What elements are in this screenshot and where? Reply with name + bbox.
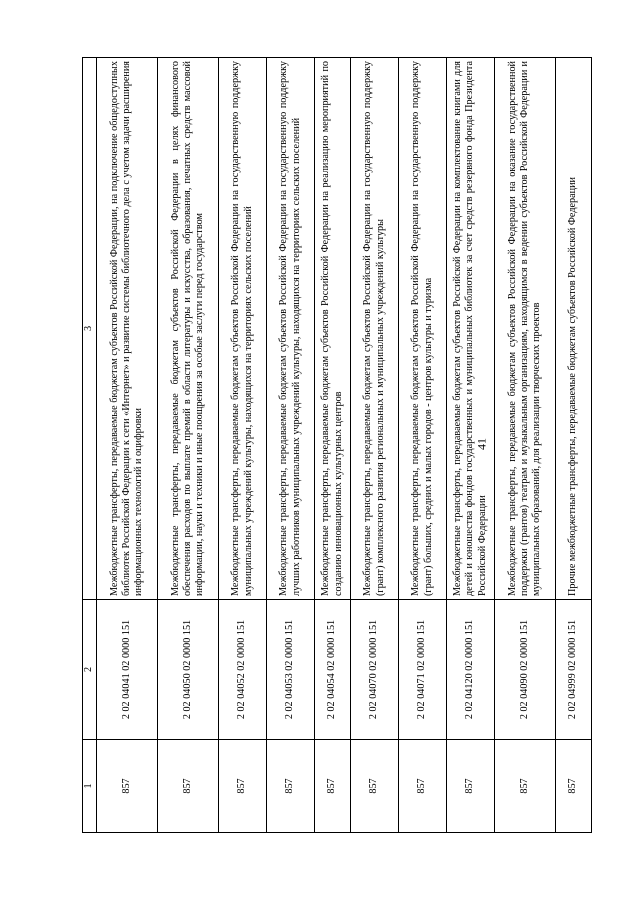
table-row <box>495 58 556 833</box>
admin-code-cell: 857 <box>219 740 267 833</box>
description-cell: Межбюджетные трансферты, передаваемые бюджетам субъектов Российской Федерации, на подключение общедоступных библиотек Российской Федерации к сети «Интернет» и развитие системы библиотечного дела с учетом задачи расширения информационных технологий и оцифровки <box>97 58 158 600</box>
table-row <box>158 58 219 833</box>
header-col-3: 3 <box>83 58 97 600</box>
admin-code-cell: 857 <box>556 740 592 833</box>
budget-code-cell: 2 02 04050 02 0000 151 <box>158 600 219 740</box>
table-row <box>219 58 267 833</box>
admin-code-cell: 857 <box>399 740 447 833</box>
description-cell: Межбюджетные трансферты, передаваемые бюджетам субъектов Российской Федерации на государственную поддержку (грант) больших, средних и малых городов - центров культуры и туризма <box>399 58 447 600</box>
description-cell: Межбюджетные трансферты, передаваемые бюджетам субъектов Российской Федерации на государственную поддержку лучших работников муниципальных учреждений культуры, находящихся на территориях сельских поселений <box>267 58 315 600</box>
page-number: 41 <box>474 438 489 450</box>
admin-code-cell: 857 <box>351 740 399 833</box>
description-cell: Межбюджетные трансферты, передаваемые бюджетам субъектов Российской Федерации на оказание государственной поддержки (грантов) театрам и музыкальным организациям, находящимся в ведении субъектов Российской Федерации и муниципальных образований, для реализации творческих проектов <box>495 58 556 600</box>
table-row <box>351 58 399 833</box>
table-row <box>315 58 351 833</box>
revenue-codes-table <box>82 57 592 833</box>
table-row <box>267 58 315 833</box>
budget-code-cell: 2 02 04090 02 0000 151 <box>495 600 556 740</box>
description-cell: Межбюджетные трансферты, передаваемые бюджетам субъектов Российской Федерации на государственную поддержку (грант) комплексного развития региональных и муниципальных учреждений культуры <box>351 58 399 600</box>
budget-code-cell: 2 02 04054 02 0000 151 <box>315 600 351 740</box>
description-cell: Межбюджетные трансферты, передаваемые бюджетам субъектов Российской Федерации на реализацию мероприятий по созданию инновационных культурных центров <box>315 58 351 600</box>
header-col-1: 1 <box>83 740 97 833</box>
budget-code-cell: 2 02 04052 02 0000 151 <box>219 600 267 740</box>
table-header-row <box>83 58 97 833</box>
budget-code-cell: 2 02 04999 02 0000 151 <box>556 600 592 740</box>
table-row <box>399 58 447 833</box>
admin-code-cell: 857 <box>97 740 158 833</box>
budget-code-cell: 2 02 04070 02 0000 151 <box>351 600 399 740</box>
admin-code-cell: 857 <box>315 740 351 833</box>
description-cell: Межбюджетные трансферты, передаваемые бюджетам субъектов Российской Федерации на государственную поддержку муниципальных учреждений культуры, находящихся на территориях сельских поселений <box>219 58 267 600</box>
description-cell: Прочие межбюджетные трансферты, передаваемые бюджетам субъектов Российской Федерации <box>556 58 592 600</box>
rotated-page-content <box>82 58 579 833</box>
header-col-2: 2 <box>83 600 97 740</box>
description-cell: Межбюджетные трансферты, передаваемые бюджетам субъектов Российской Федерации на комплектование книгами для детей и юношества фондов государственных и муниципальных библиотек за счет средств резервного фонда Президента Российской Федерации <box>447 58 495 600</box>
table-row <box>97 58 158 833</box>
budget-code-cell: 2 02 04053 02 0000 151 <box>267 600 315 740</box>
description-cell: Межбюджетные трансферты, передаваемые бюджетам субъектов Российской Федерации в целях финансового обеспечения расходов по выплате премий в области литературы и искусства, образования, печатных средств массовой информации, науки и техники и иные поощрения за особые заслуги перед государством <box>158 58 219 600</box>
admin-code-cell: 857 <box>158 740 219 833</box>
budget-code-cell: 2 02 04041 02 0000 151 <box>97 600 158 740</box>
admin-code-cell: 857 <box>495 740 556 833</box>
budget-code-cell: 2 02 04120 02 0000 151 <box>447 600 495 740</box>
admin-code-cell: 857 <box>447 740 495 833</box>
admin-code-cell: 857 <box>267 740 315 833</box>
budget-code-cell: 2 02 04071 02 0000 151 <box>399 600 447 740</box>
table-row <box>556 58 592 833</box>
table-row <box>447 58 495 833</box>
